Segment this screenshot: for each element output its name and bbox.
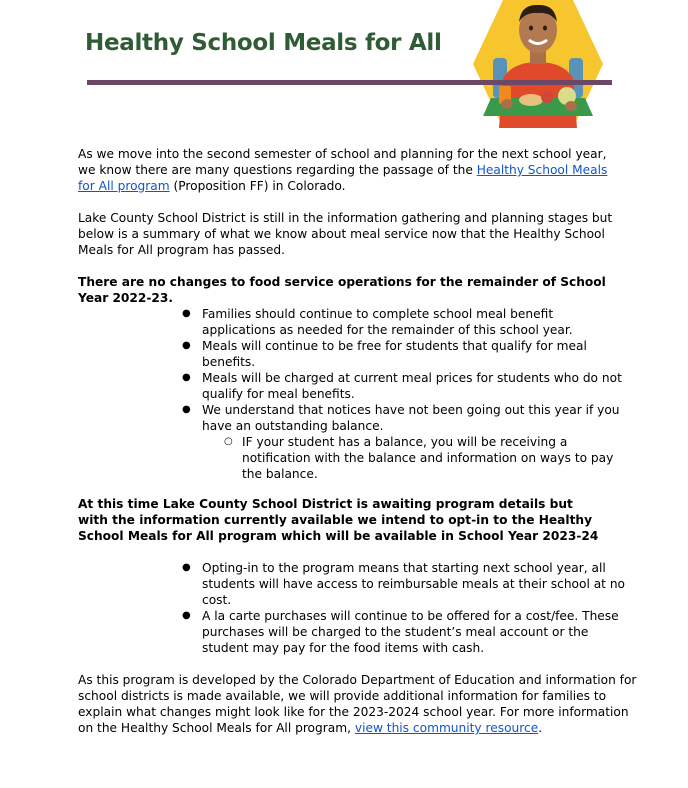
community-resource-link[interactable]: view this community resource <box>354 721 539 735</box>
list-item: ● Opting-in to the program means that starting next school year, all students will have access to reimbursable meals at their school at no cost. <box>202 560 627 608</box>
section1-heading: There are no changes to food service operations for the remainder of School Year 2022-23. <box>78 275 606 305</box>
list-item: ● Families should continue to complete school meal benefit applications as needed for the remainder of this school year. <box>202 306 627 338</box>
healthy-meals-program-link[interactable]: Healthy School Meals for All program <box>78 163 608 193</box>
list-item: ● We understand that notices have not been going out this year if you have an outstanding balance. ○ IF your student has a balance, you will be receiving a notification with the balance and information on ways to pay the balance. <box>202 402 627 482</box>
student-photo <box>473 0 603 128</box>
section2-list <box>202 560 627 656</box>
summary-paragraph: Lake County School District is still in the information gathering and planning stages but below is a summary of what we know about meal service now that the Healthy School Meals for All program has passed. <box>78 211 613 257</box>
section2-heading: At this time Lake County School District is awaiting program details but with the information currently available we intend to opt-in to the Healthy School Meals for All program which will be available in School Year 2023-24 <box>78 497 599 543</box>
closing-paragraph: As this program is developed by the Colorado Department of Education and information for school districts is made available, we will provide additional information for families to explain what changes might look like for the 2023-2024 school year. For more information on the Healthy School Meals for All program, view this community resource. <box>78 673 637 735</box>
list-item: ● Meals will be charged at current meal prices for students who do not qualify for meal benefits. <box>202 370 627 402</box>
list-item: ● A la carte purchases will continue to be offered for a cost/fee. These purchases will be charged to the student’s meal account or the student may pay for the food items with cash. <box>202 608 627 656</box>
header-rule <box>87 80 612 85</box>
document-body <box>78 146 638 736</box>
sub-list-item: ○ IF your student has a balance, you will be receiving a notification with the balance and information on ways to pay the balance. <box>242 434 620 482</box>
page-title: Healthy School Meals for All <box>85 30 442 56</box>
intro-paragraph: As we move into the second semester of school and planning for the next school year, we know there are many questions regarding the passage of the Healthy School Meals for All program (Proposition FF) in Colorado. <box>78 147 608 193</box>
list-item: ● Meals will continue to be free for students that qualify for meal benefits. <box>202 338 627 370</box>
section1-list <box>202 306 627 482</box>
section1-sublist <box>242 434 620 482</box>
